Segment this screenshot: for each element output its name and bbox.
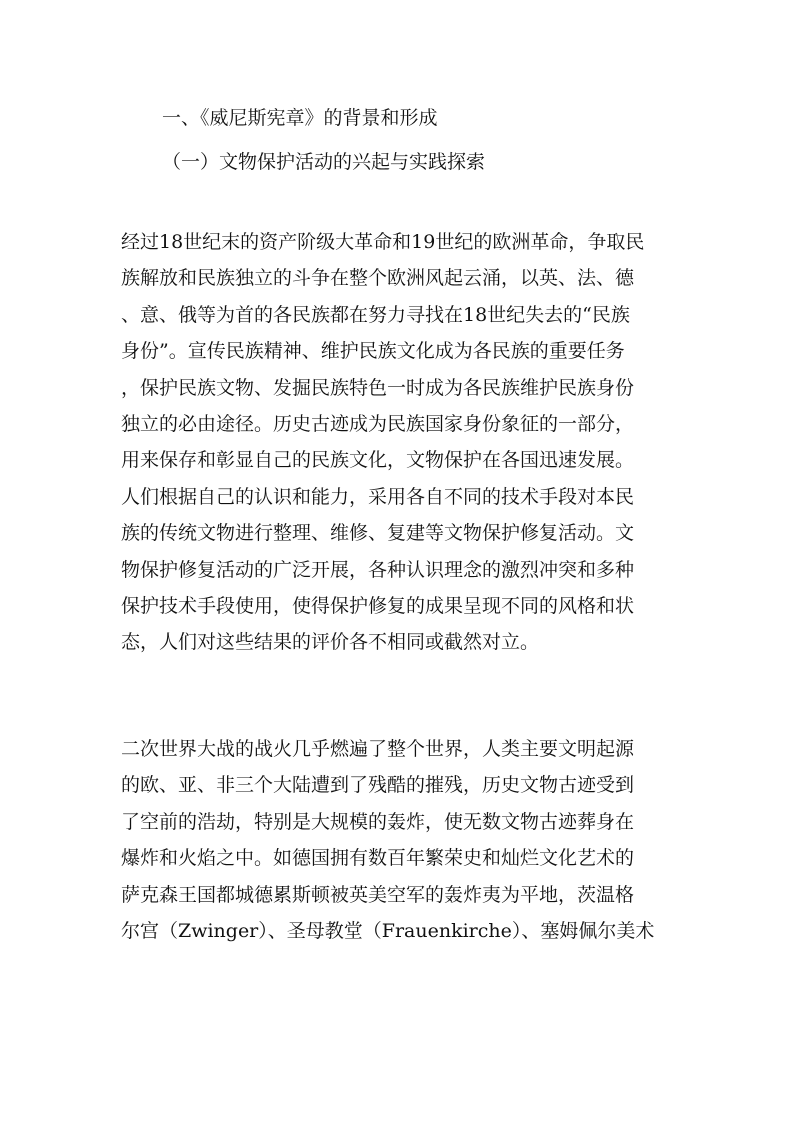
text-line: 、意、俄等为首的各民族都在努力寻找在18世纪失去的“民族 <box>121 303 630 326</box>
text-line: 人们根据自己的认识和能力，采用各自不同的技术手段对本民 <box>121 485 635 508</box>
text-line: 族的传统文物进行整理、维修、复建等文物保护修复活动。文 <box>121 522 635 545</box>
text-line: 态，人们对这些结果的评价各不相同或截然对立。 <box>121 631 540 654</box>
text-line: ，保护民族文物、发掘民族特色一时成为各民族维护民族身份 <box>121 376 635 399</box>
subsection-heading: （一）文物保护活动的兴起与实践探索 <box>162 151 486 173</box>
paragraph-2 <box>121 731 681 949</box>
text-line: 的欧、亚、非三个大陆遭到了残酷的摧残，历史文物古迹受到 <box>121 774 635 797</box>
text-line: 尔宫（Zwinger）、圣母教堂（Frauenkirche）、塞姆佩尔美术 <box>121 919 655 942</box>
paragraph-1 <box>121 224 681 661</box>
text-line: 族解放和民族独立的斗争在整个欧洲风起云涌，以英、法、德 <box>121 267 635 290</box>
text-line: 用来保存和彰显自己的民族文化，文物保护在各国迅速发展。 <box>121 449 635 472</box>
text-line: 爆炸和火焰之中。如德国拥有数百年繁荣史和灿烂文化艺术的 <box>121 847 635 870</box>
text-line: 了空前的浩劫，特别是大规模的轰炸，使无数文物古迹葬身在 <box>121 810 635 833</box>
text-line: 保护技术手段使用，使得保护修复的成果呈现不同的风格和状 <box>121 594 635 617</box>
text-line: 二次世界大战的战火几乎燃遍了整个世界，人类主要文明起源 <box>121 738 635 760</box>
text-line: 物保护修复活动的广泛开展，各种认识理念的激烈冲突和多种 <box>121 558 635 581</box>
text-line: 身份”。宣传民族精神、维护民族文化成为各民族的重要任务 <box>121 340 625 363</box>
section-heading: 一、《威尼斯宪章》的背景和形成 <box>162 107 438 129</box>
text-line: 经过18世纪末的资产阶级大革命和19世纪的欧洲革命，争取民 <box>121 231 645 253</box>
text-line: 独立的必由途径。历史古迹成为民族国家身份象征的一部分， <box>121 412 635 435</box>
text-line: 萨克森王国都城德累斯顿被英美空军的轰炸夷为平地，茨温格 <box>121 883 635 906</box>
